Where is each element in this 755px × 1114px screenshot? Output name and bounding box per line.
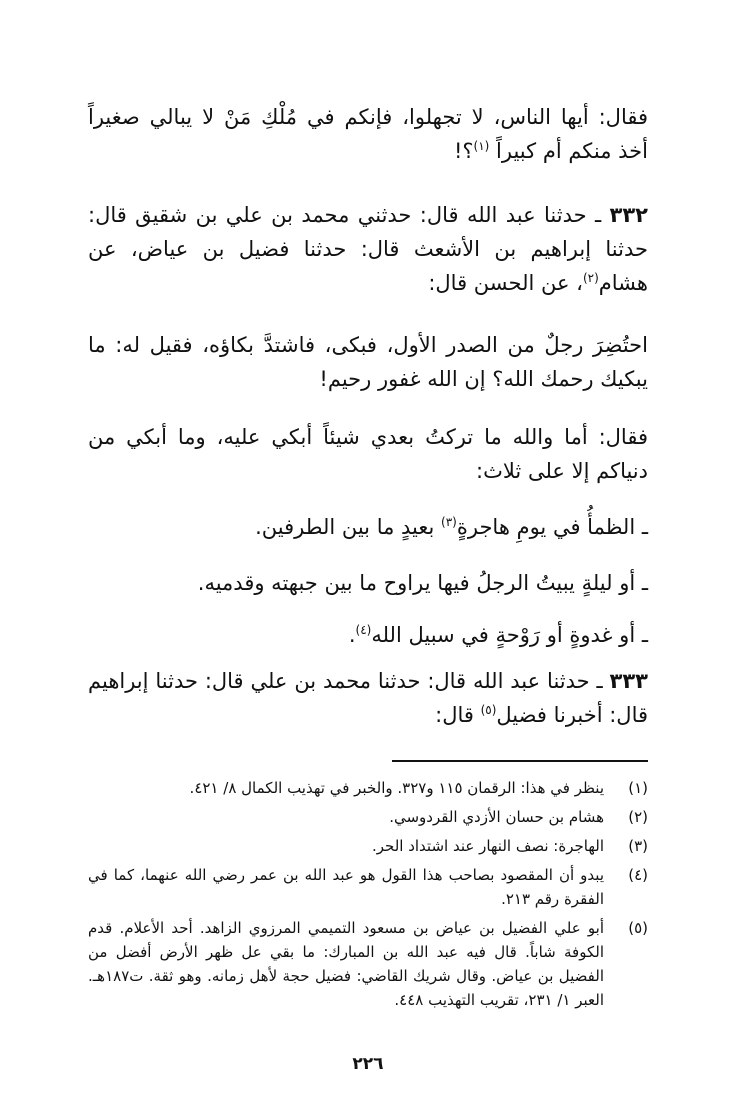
hadith-number-332: ٣٣٢	[609, 203, 648, 227]
footnote-text: يبدو أن المقصود بصاحب هذا القول هو عبد الله بن عمر رضي الله عنهما، كما في الفقرة رقم ٢١٣.	[88, 866, 604, 908]
bullet-1-text-b: بعيدٍ ما بين الطرفين.	[255, 515, 442, 539]
paragraph-2-text-a: ـ حدثنا عبد الله قال: حدثني محمد بن علي بن شقيق قال: حدثنا إبراهيم بن الأشعث قال: حدثنا فضيل بن عياض، عن هشام	[88, 203, 648, 295]
paragraph-1-end: ؟!	[453, 139, 474, 163]
footnote-text: الهاجرة: نصف النهار عند اشتداد الحر.	[371, 837, 604, 855]
footnote-2	[88, 805, 648, 829]
footnote-text: هشام بن حسان الأزدي القردوسي.	[389, 808, 604, 826]
footnote-number: (٤)	[628, 866, 648, 884]
footnote-4	[88, 863, 648, 911]
paragraph-1-text: فقال: أيها الناس، لا تجهلوا، فإنكم في مُلْكِ مَنْ لا يبالي صغيراً أخذ منكم أم كبيراً	[88, 105, 648, 163]
footnote-divider	[392, 760, 648, 762]
hadith-number-333: ٣٣٣	[609, 669, 648, 693]
footnote-number: (٥)	[628, 919, 648, 937]
paragraph-5-text-b: قال:	[435, 703, 481, 727]
footnote-3	[88, 834, 648, 858]
paragraph-2	[88, 198, 648, 300]
footnote-number: (٣)	[628, 837, 648, 855]
footnote-number: (٢)	[628, 808, 648, 826]
footnote-ref-1[interactable]: (١)	[473, 139, 490, 153]
footnote-ref-2[interactable]: (٢)	[582, 271, 599, 285]
paragraph-5	[88, 664, 648, 732]
footnote-number: (١)	[628, 779, 648, 797]
footnote-ref-5[interactable]: (٥)	[480, 703, 497, 717]
page	[88, 88, 648, 1088]
bullet-3-text-a: ـ أو غدوةٍ أو رَوْحةٍ في سبيل الله	[371, 623, 648, 647]
paragraph-3: احتُضِرَ رجلٌ من الصدر الأول، فبكى، فاشتدَّ بكاؤه، فقيل له: ما يبكيك رحمك الله؟ إن الله غفور رحيم!	[88, 333, 648, 391]
footnote-ref-3[interactable]: (٣)	[441, 515, 457, 529]
bullet-3-text-b: .	[348, 623, 356, 647]
bullet-1-text-a: ـ الظمأُ في يومِ هاجرةٍ	[456, 515, 648, 539]
footnote-ref-4[interactable]: (٤)	[355, 623, 372, 637]
footnote-text: أبو علي الفضيل بن عياض بن مسعود التميمي المرزوي الزاهد. أحد الأعلام. قدم الكوفة شاباً. قال فيه عبد الله بن المبارك: ما بقي عل ظهر الأرض أفضل من الفضيل بن عياض. وقال شريك القاضي: فضيل حجة لأهل زمانه. وهو ثقة. ت١٨٧هـ. العبر ١/ ٢٣١، تقريب التهذيب ٤٤٨.	[88, 919, 604, 1009]
paragraph-5-text-a: ـ حدثنا عبد الله قال: حدثنا محمد بن علي قال: حدثنا إبراهيم قال: أخبرنا فضيل	[88, 669, 648, 727]
footnotes	[88, 776, 648, 1017]
footnote-1	[88, 776, 648, 800]
paragraph-2-text-b: ، عن الحسن قال:	[428, 271, 583, 295]
page-number: ٢٢٦	[352, 1054, 384, 1074]
paragraph-1	[88, 100, 648, 168]
paragraph-4: فقال: أما والله ما تركتُ بعدي شيئاً أبكي عليه، وما أبكي من دنياكم إلا على ثلاث:	[88, 425, 648, 483]
footnote-text: ينظر في هذا: الرقمان ١١٥ و٣٢٧. والخبر في تهذيب الكمال ٨/ ٤٢١.	[189, 779, 604, 797]
bullet-1	[88, 510, 648, 544]
bullet-2: ـ أو ليلةٍ يبيتُ الرجلُ فيها يراوح ما بين جبهته وقدميه.	[197, 571, 648, 595]
footnote-5	[88, 916, 648, 1012]
bullet-3	[88, 618, 648, 652]
